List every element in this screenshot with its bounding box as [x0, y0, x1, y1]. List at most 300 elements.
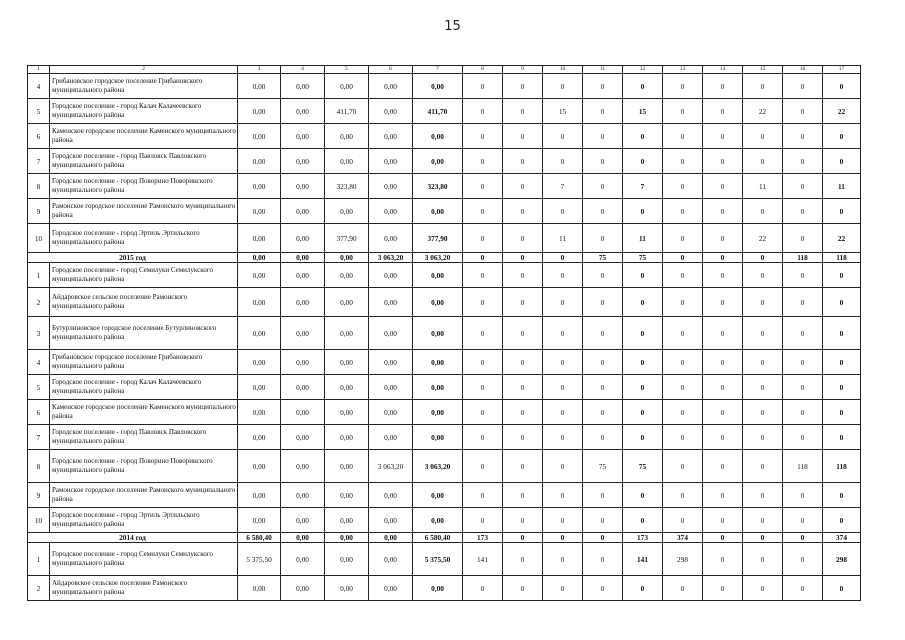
- value-cell: 0: [503, 425, 543, 450]
- value-cell: 0: [463, 224, 503, 253]
- value-cell: 0,00: [413, 375, 463, 400]
- value-cell: 0: [743, 199, 783, 224]
- value-cell: 0: [623, 74, 663, 99]
- value-cell: 298: [823, 543, 861, 576]
- value-cell: 0: [823, 199, 861, 224]
- value-cell: 141: [463, 543, 503, 576]
- value-cell: 173: [463, 533, 503, 543]
- value-cell: 0: [703, 199, 743, 224]
- value-cell: 0: [663, 508, 703, 533]
- page-number: 15: [444, 19, 461, 34]
- value-cell: 0,00: [281, 317, 325, 350]
- value-cell: 0: [543, 199, 583, 224]
- column-header: 6: [369, 66, 413, 74]
- value-cell: 0,00: [413, 74, 463, 99]
- value-cell: 0: [703, 253, 743, 263]
- value-cell: 0,00: [238, 450, 281, 483]
- value-cell: 0: [663, 224, 703, 253]
- table-row: [28, 508, 861, 533]
- value-cell: 0: [743, 124, 783, 149]
- value-cell: 0: [663, 74, 703, 99]
- value-cell: 0,00: [281, 350, 325, 375]
- value-cell: 0,00: [325, 350, 369, 375]
- value-cell: 0: [543, 288, 583, 317]
- column-header: 4: [281, 66, 325, 74]
- value-cell: 0: [543, 483, 583, 508]
- value-cell: 0,00: [238, 224, 281, 253]
- value-cell: 0,00: [325, 199, 369, 224]
- value-cell: 0: [503, 253, 543, 263]
- column-header: 8: [463, 66, 503, 74]
- value-cell: 0: [743, 533, 783, 543]
- value-cell: 0: [543, 425, 583, 450]
- value-cell: 0: [463, 288, 503, 317]
- value-cell: 0,00: [281, 576, 325, 601]
- value-cell: 0,00: [238, 253, 281, 263]
- value-cell: 0: [823, 317, 861, 350]
- value-cell: 0,00: [238, 74, 281, 99]
- value-cell: 0,00: [281, 375, 325, 400]
- value-cell: 0: [583, 74, 623, 99]
- column-header: 17: [823, 66, 861, 74]
- value-cell: 0: [663, 483, 703, 508]
- value-cell: 7: [623, 174, 663, 199]
- value-cell: 0,00: [281, 425, 325, 450]
- value-cell: 0: [543, 124, 583, 149]
- value-cell: 0: [703, 450, 743, 483]
- table-row: [28, 543, 861, 576]
- table-row: [28, 425, 861, 450]
- value-cell: 0: [743, 543, 783, 576]
- value-cell: 0: [783, 350, 823, 375]
- value-cell: 0,00: [413, 288, 463, 317]
- row-number: 8: [28, 450, 50, 483]
- row-number: 2: [28, 576, 50, 601]
- settlement-name: Каменское городское поселение Каменского муниципального района: [50, 400, 238, 425]
- value-cell: 0: [743, 400, 783, 425]
- value-cell: 0: [543, 400, 583, 425]
- value-cell: 0: [463, 576, 503, 601]
- table-row: [28, 224, 861, 253]
- value-cell: 0: [543, 350, 583, 375]
- value-cell: 0,00: [325, 263, 369, 288]
- value-cell: 0: [783, 543, 823, 576]
- value-cell: 0,00: [369, 543, 413, 576]
- value-cell: 0: [663, 174, 703, 199]
- row-number: 10: [28, 508, 50, 533]
- value-cell: 0,00: [325, 317, 369, 350]
- value-cell: 0: [703, 375, 743, 400]
- value-cell: 0,00: [325, 288, 369, 317]
- value-cell: 0: [503, 288, 543, 317]
- value-cell: 0: [823, 425, 861, 450]
- value-cell: 0: [583, 199, 623, 224]
- value-cell: 0: [703, 483, 743, 508]
- value-cell: 0: [503, 375, 543, 400]
- value-cell: 0: [823, 375, 861, 400]
- value-cell: 0: [823, 508, 861, 533]
- value-cell: 0: [583, 263, 623, 288]
- value-cell: 0,00: [325, 483, 369, 508]
- value-cell: 0,00: [369, 483, 413, 508]
- value-cell: 0: [503, 543, 543, 576]
- settlement-name: Грибановское городское поселение Грибановского муниципального района: [50, 74, 238, 99]
- column-header: 13: [663, 66, 703, 74]
- value-cell: 0: [663, 149, 703, 174]
- value-cell: 0,00: [369, 576, 413, 601]
- value-cell: 0: [703, 174, 743, 199]
- value-cell: 0,00: [369, 263, 413, 288]
- data-table: [27, 65, 861, 601]
- table-row: [28, 576, 861, 601]
- value-cell: 0,00: [369, 508, 413, 533]
- year-label: 2014 год: [28, 533, 238, 543]
- value-cell: 0: [663, 288, 703, 317]
- value-cell: 0,00: [369, 174, 413, 199]
- value-cell: 0: [663, 317, 703, 350]
- value-cell: 0: [663, 425, 703, 450]
- value-cell: 0: [783, 149, 823, 174]
- row-number: 9: [28, 199, 50, 224]
- value-cell: 118: [823, 450, 861, 483]
- value-cell: 11: [743, 174, 783, 199]
- row-number: 1: [28, 543, 50, 576]
- value-cell: 0: [543, 263, 583, 288]
- value-cell: 323,80: [413, 174, 463, 199]
- value-cell: 0: [823, 576, 861, 601]
- value-cell: 0: [663, 199, 703, 224]
- value-cell: 0: [743, 288, 783, 317]
- row-number: 5: [28, 99, 50, 124]
- column-header: 12: [623, 66, 663, 74]
- value-cell: 118: [783, 450, 823, 483]
- column-header: 9: [503, 66, 543, 74]
- row-number: 5: [28, 375, 50, 400]
- value-cell: 0: [463, 508, 503, 533]
- value-cell: 377,90: [413, 224, 463, 253]
- value-cell: 0: [583, 317, 623, 350]
- value-cell: 0,00: [325, 508, 369, 533]
- value-cell: 0: [783, 99, 823, 124]
- year-subtotal-row: [28, 253, 861, 263]
- value-cell: 0: [703, 317, 743, 350]
- value-cell: 11: [543, 224, 583, 253]
- value-cell: 5 375,50: [413, 543, 463, 576]
- column-header: 1: [28, 66, 50, 74]
- value-cell: 0: [463, 74, 503, 99]
- table-row: [28, 450, 861, 483]
- value-cell: 0: [783, 174, 823, 199]
- row-number: 7: [28, 425, 50, 450]
- value-cell: 0: [503, 483, 543, 508]
- table-row: [28, 350, 861, 375]
- value-cell: 7: [543, 174, 583, 199]
- value-cell: 0,00: [281, 483, 325, 508]
- column-header: 11: [583, 66, 623, 74]
- value-cell: 0: [823, 74, 861, 99]
- settlement-name: Айдаровское сельское поселение Рамонского муниципального района: [50, 576, 238, 601]
- table-row: [28, 263, 861, 288]
- value-cell: 22: [823, 224, 861, 253]
- value-cell: 0: [583, 533, 623, 543]
- value-cell: 0: [503, 224, 543, 253]
- value-cell: 0,00: [281, 149, 325, 174]
- value-cell: 0: [783, 483, 823, 508]
- value-cell: 0,00: [238, 375, 281, 400]
- value-cell: 0,00: [413, 199, 463, 224]
- settlement-name: Городское поселение - город Калач Калачеевского муниципального района: [50, 375, 238, 400]
- value-cell: 0: [543, 576, 583, 601]
- row-number: 8: [28, 174, 50, 199]
- value-cell: 0: [463, 450, 503, 483]
- value-cell: 0,00: [238, 317, 281, 350]
- settlement-name: Бутурлиновское городское поселение Бутурлиновского муниципального района: [50, 317, 238, 350]
- settlement-name: Рамонское городское поселение Рамонского муниципального района: [50, 199, 238, 224]
- table-row: [28, 288, 861, 317]
- settlement-name: Городское поселение - город Поворино Поворинского муниципального района: [50, 450, 238, 483]
- value-cell: 0,00: [238, 174, 281, 199]
- value-cell: 0,00: [281, 288, 325, 317]
- value-cell: 0,00: [369, 425, 413, 450]
- value-cell: 0: [463, 425, 503, 450]
- value-cell: 0,00: [281, 124, 325, 149]
- value-cell: 0: [623, 400, 663, 425]
- value-cell: 0,00: [325, 253, 369, 263]
- value-cell: 0: [583, 508, 623, 533]
- value-cell: 0: [503, 533, 543, 543]
- value-cell: 0: [583, 576, 623, 601]
- value-cell: 0: [783, 400, 823, 425]
- value-cell: 0,00: [325, 425, 369, 450]
- value-cell: 6 580,40: [413, 533, 463, 543]
- value-cell: 0: [463, 375, 503, 400]
- value-cell: 0: [743, 74, 783, 99]
- row-number: 6: [28, 400, 50, 425]
- value-cell: 0: [743, 576, 783, 601]
- value-cell: 22: [823, 99, 861, 124]
- value-cell: 0: [503, 74, 543, 99]
- value-cell: 0: [583, 543, 623, 576]
- value-cell: 0,00: [281, 253, 325, 263]
- value-cell: 0: [623, 576, 663, 601]
- value-cell: 0: [463, 124, 503, 149]
- value-cell: 0,00: [413, 508, 463, 533]
- value-cell: 0: [583, 375, 623, 400]
- value-cell: 323,80: [325, 174, 369, 199]
- value-cell: 0: [743, 253, 783, 263]
- value-cell: 0,00: [281, 174, 325, 199]
- value-cell: 0: [583, 99, 623, 124]
- value-cell: 0,00: [325, 400, 369, 425]
- value-cell: 0: [583, 400, 623, 425]
- column-header: 2: [50, 66, 238, 74]
- value-cell: 0: [623, 425, 663, 450]
- row-number: 7: [28, 149, 50, 174]
- column-header: 15: [743, 66, 783, 74]
- column-header: 3: [238, 66, 281, 74]
- value-cell: 0: [543, 375, 583, 400]
- value-cell: 0: [823, 350, 861, 375]
- value-cell: 0,00: [413, 425, 463, 450]
- value-cell: 0: [663, 253, 703, 263]
- settlement-name: Айдаровское сельское поселение Рамонского муниципального района: [50, 288, 238, 317]
- value-cell: 0,00: [325, 576, 369, 601]
- value-cell: 0,00: [238, 99, 281, 124]
- value-cell: 0,00: [238, 288, 281, 317]
- value-cell: 0: [623, 375, 663, 400]
- value-cell: 0,00: [281, 508, 325, 533]
- value-cell: 374: [663, 533, 703, 543]
- table-row: [28, 149, 861, 174]
- value-cell: 0: [463, 99, 503, 124]
- value-cell: 0,00: [325, 74, 369, 99]
- value-cell: 411,70: [325, 99, 369, 124]
- value-cell: 377,90: [325, 224, 369, 253]
- value-cell: 0,00: [281, 99, 325, 124]
- value-cell: 0: [703, 74, 743, 99]
- value-cell: 0: [503, 174, 543, 199]
- value-cell: 0: [703, 350, 743, 375]
- value-cell: 0: [663, 450, 703, 483]
- value-cell: 0: [543, 317, 583, 350]
- value-cell: 0: [503, 149, 543, 174]
- value-cell: 0,00: [413, 576, 463, 601]
- value-cell: 0: [463, 174, 503, 199]
- value-cell: 0: [783, 576, 823, 601]
- value-cell: 75: [583, 253, 623, 263]
- value-cell: 0,00: [238, 350, 281, 375]
- value-cell: 0: [743, 483, 783, 508]
- value-cell: 0: [463, 149, 503, 174]
- value-cell: 0,00: [238, 199, 281, 224]
- value-cell: 0: [823, 149, 861, 174]
- table-row: [28, 317, 861, 350]
- value-cell: 0,00: [238, 124, 281, 149]
- value-cell: 0,00: [238, 508, 281, 533]
- value-cell: 0: [783, 224, 823, 253]
- value-cell: 0: [583, 288, 623, 317]
- table-row: [28, 174, 861, 199]
- value-cell: 0,00: [238, 149, 281, 174]
- value-cell: 0: [543, 533, 583, 543]
- value-cell: 0: [743, 508, 783, 533]
- value-cell: 0,00: [369, 400, 413, 425]
- value-cell: 0: [503, 99, 543, 124]
- value-cell: 0: [583, 174, 623, 199]
- row-number: 4: [28, 350, 50, 375]
- year-label: 2015 год: [28, 253, 238, 263]
- value-cell: 0,00: [413, 400, 463, 425]
- value-cell: 0,00: [325, 543, 369, 576]
- value-cell: 118: [783, 253, 823, 263]
- value-cell: 0: [703, 508, 743, 533]
- value-cell: 75: [583, 450, 623, 483]
- value-cell: 0: [783, 375, 823, 400]
- value-cell: 0: [743, 375, 783, 400]
- value-cell: 0: [623, 350, 663, 375]
- value-cell: 0,00: [281, 533, 325, 543]
- value-cell: 0,00: [325, 450, 369, 483]
- settlement-name: Городское поселение - город Калач Калачеевского муниципального района: [50, 99, 238, 124]
- value-cell: 0,00: [238, 263, 281, 288]
- value-cell: 0,00: [413, 350, 463, 375]
- value-cell: 0: [743, 263, 783, 288]
- row-number: 10: [28, 224, 50, 253]
- value-cell: 0,00: [281, 224, 325, 253]
- value-cell: 75: [623, 450, 663, 483]
- value-cell: 0: [663, 99, 703, 124]
- value-cell: 0: [823, 124, 861, 149]
- value-cell: 0: [623, 508, 663, 533]
- value-cell: 0: [503, 124, 543, 149]
- value-cell: 0,00: [413, 317, 463, 350]
- value-cell: 0: [663, 400, 703, 425]
- table-row: [28, 74, 861, 99]
- value-cell: 0: [503, 508, 543, 533]
- value-cell: 0,00: [369, 317, 413, 350]
- table-row: [28, 483, 861, 508]
- row-number: 9: [28, 483, 50, 508]
- value-cell: 0,00: [238, 483, 281, 508]
- table-row: [28, 124, 861, 149]
- value-cell: 0: [503, 350, 543, 375]
- value-cell: 3 063,20: [413, 253, 463, 263]
- settlement-name: Городское поселение - город Павловск Павловского муниципального района: [50, 425, 238, 450]
- value-cell: 0: [463, 253, 503, 263]
- value-cell: 0: [783, 317, 823, 350]
- settlement-name: Городское поселение - город Семилуки Семилукского муниципального района: [50, 263, 238, 288]
- settlement-name: Городское поселение - город Эртиль Эртильского муниципального района: [50, 224, 238, 253]
- settlement-name: Городское поселение - город Поворино Поворинского муниципального района: [50, 174, 238, 199]
- value-cell: 0,00: [413, 124, 463, 149]
- value-cell: 0: [543, 149, 583, 174]
- value-cell: 0,00: [238, 400, 281, 425]
- value-cell: 0,00: [281, 74, 325, 99]
- value-cell: 0,00: [238, 425, 281, 450]
- value-cell: 0: [823, 483, 861, 508]
- value-cell: 0: [583, 149, 623, 174]
- value-cell: 0: [463, 350, 503, 375]
- column-header: 10: [543, 66, 583, 74]
- value-cell: 0: [503, 317, 543, 350]
- value-cell: 0,00: [369, 533, 413, 543]
- value-cell: 0,00: [369, 199, 413, 224]
- value-cell: 141: [623, 543, 663, 576]
- value-cell: 0: [783, 425, 823, 450]
- value-cell: 0: [463, 199, 503, 224]
- value-cell: 0: [623, 317, 663, 350]
- value-cell: 0,00: [369, 99, 413, 124]
- value-cell: 0,00: [281, 199, 325, 224]
- value-cell: 0: [503, 450, 543, 483]
- table-row: [28, 99, 861, 124]
- value-cell: 0: [783, 288, 823, 317]
- value-cell: 0: [623, 199, 663, 224]
- value-cell: 0,00: [413, 483, 463, 508]
- value-cell: 0: [783, 124, 823, 149]
- value-cell: 0: [703, 263, 743, 288]
- value-cell: 0,00: [325, 533, 369, 543]
- value-cell: 0: [703, 288, 743, 317]
- value-cell: 0,00: [369, 224, 413, 253]
- value-cell: 0: [463, 400, 503, 425]
- value-cell: 0: [703, 99, 743, 124]
- value-cell: 0: [463, 483, 503, 508]
- value-cell: 0: [743, 149, 783, 174]
- value-cell: 0: [583, 483, 623, 508]
- value-cell: 0: [743, 450, 783, 483]
- value-cell: 0,00: [369, 288, 413, 317]
